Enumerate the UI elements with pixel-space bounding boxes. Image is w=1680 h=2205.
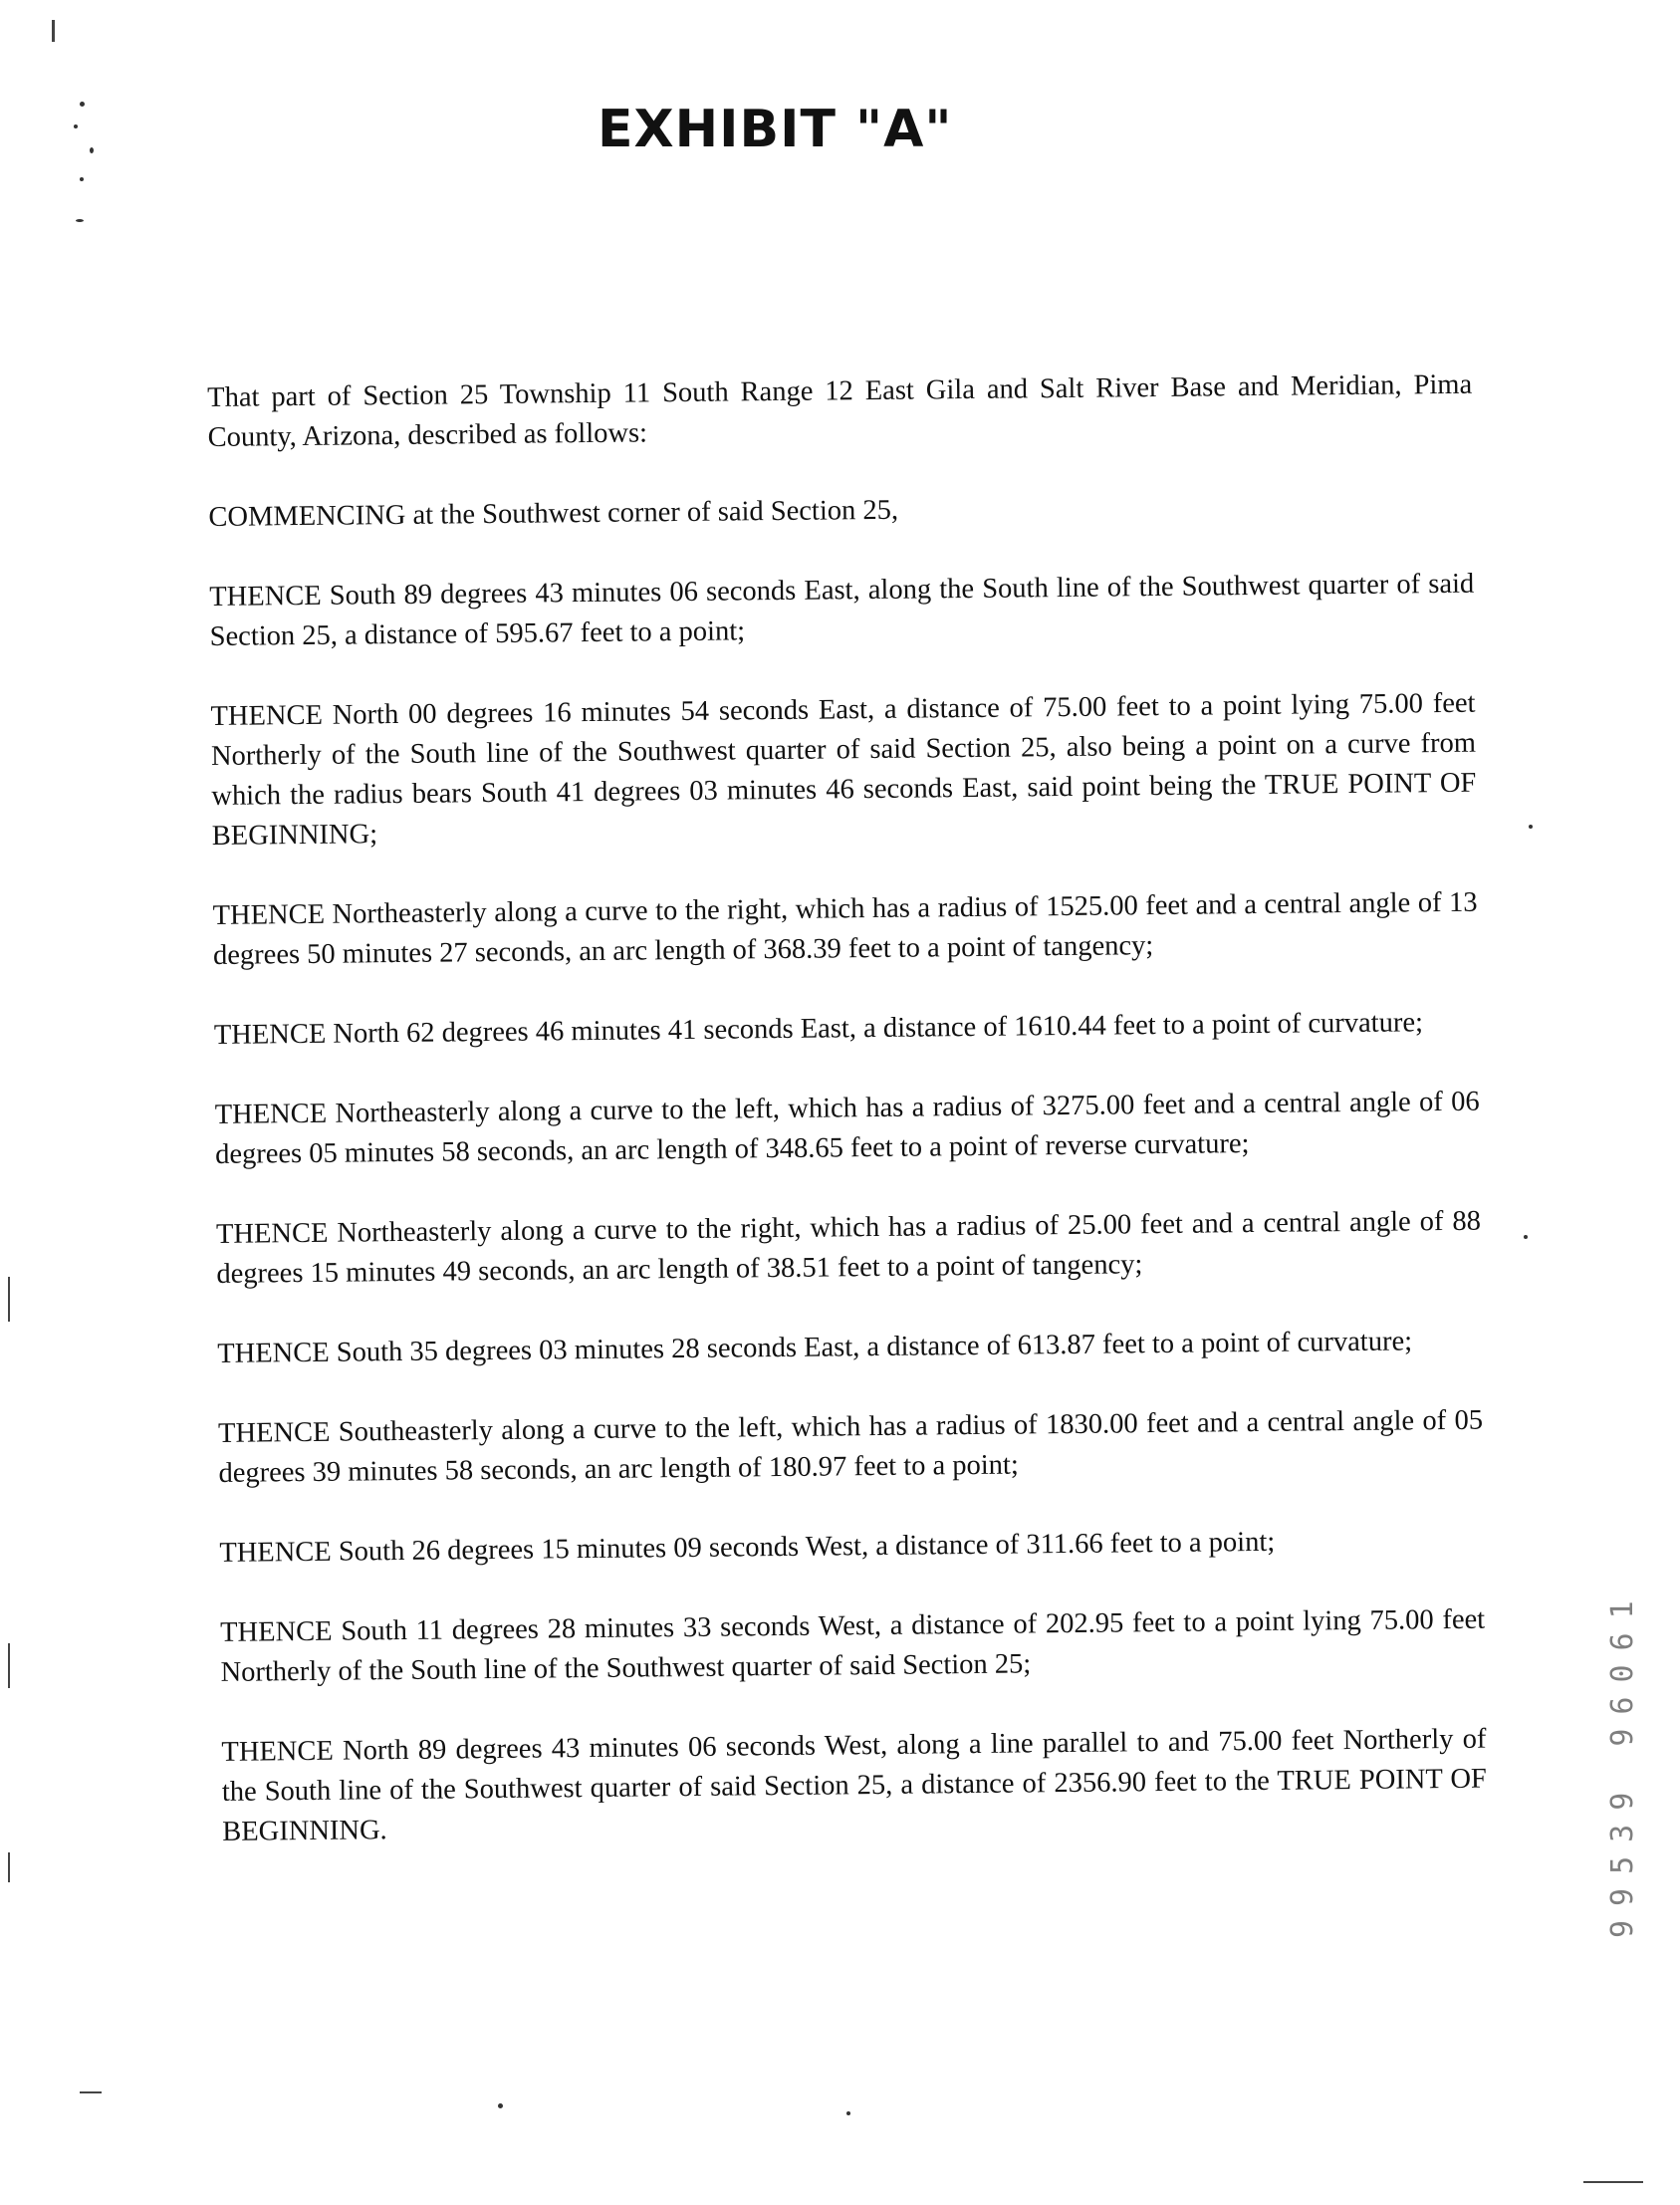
paragraph-course-2: THENCE North 00 degrees 16 minutes 54 seconds East, a distance of 75.00 feet to a point lying 75.00 feet Northerly of the South line of the Southwest quarter of said Section 25, also being a point on a curve from which the radius bears South 41 degrees 03 minutes 46 seconds East, said point being the TRUE POINT OF BEGINNING; <box>210 687 1477 852</box>
scan-mark <box>1583 2181 1643 2183</box>
legal-description <box>207 366 1488 1892</box>
paragraph-course-10: THENCE South 11 degrees 28 minutes 33 seconds West, a distance of 202.95 feet to a point lying 75.00 feet Northerly of the South line of the Southwest quarter of said Section 25; <box>220 1603 1486 1688</box>
recording-stamp: 99539 96061 <box>1605 1587 1640 1939</box>
paragraph-course-3: THENCE Northeasterly along a curve to the right, which has a radius of 1525.00 feet and a central angle of 13 degrees 50 minutes 27 seconds, an arc length of 368.39 feet to a point of tangency; <box>212 886 1478 971</box>
scan-speck <box>80 177 84 181</box>
scan-speck <box>1529 825 1533 829</box>
scan-speck <box>498 2103 503 2108</box>
paragraph-course-8: THENCE Southeasterly along a curve to the left, which has a radius of 1830.00 feet and a central angle of 05 degrees 39 minutes 58 seconds, an arc length of 180.97 feet to a point; <box>217 1404 1484 1489</box>
scan-mark <box>80 2091 102 2093</box>
paragraph-commencing: COMMENCING at the Southwest corner of said Section 25, <box>208 494 899 533</box>
paragraph-course-7: THENCE South 35 degrees 03 minutes 28 seconds East, a distance of 613.87 feet to a point of curvature; <box>217 1326 1413 1369</box>
exhibit-title: EXHIBIT "A" <box>598 100 953 159</box>
scan-speck <box>76 219 84 222</box>
paragraph-course-1: THENCE South 89 degrees 43 minutes 06 seconds East, along the South line of the Southwest quarter of said Section 25, a distance of 595.67 feet to a point; <box>209 568 1475 652</box>
paragraph-intro: That part of Section 25 Township 11 South Range 12 East Gila and Salt River Base and Meridian, Pima County, Arizona, described as follows: <box>207 368 1473 453</box>
scan-mark <box>8 1277 10 1322</box>
paragraph-course-11: THENCE North 89 degrees 43 minutes 06 seconds West, along a line parallel to and 75.00 feet Northerly of the South line of the Southwest quarter of said Section 25, a distance of 2356.90 feet to the TRUE POINT OF BEGINNING. <box>221 1723 1487 1847</box>
scan-mark <box>52 20 55 42</box>
scan-speck <box>846 2111 850 2115</box>
paragraph-course-4: THENCE North 62 degrees 46 minutes 41 seconds East, a distance of 1610.44 feet to a point of curvature; <box>213 1007 1424 1051</box>
scan-mark <box>8 1643 10 1688</box>
paragraph-course-9: THENCE South 26 degrees 15 minutes 09 seconds West, a distance of 311.66 feet to a point; <box>219 1526 1276 1569</box>
paragraph-course-6: THENCE Northeasterly along a curve to the right, which has a radius of 25.00 feet and a central angle of 88 degrees 15 minutes 49 seconds, an arc length of 38.51 feet to a point of tangency; <box>215 1205 1482 1290</box>
paragraph-course-5: THENCE Northeasterly along a curve to the left, which has a radius of 3275.00 feet and a central angle of 06 degrees 05 minutes 58 seconds, an arc length of 348.65 feet to a point of reverse curvature; <box>214 1086 1480 1170</box>
scan-speck <box>1524 1235 1528 1239</box>
scan-speck <box>80 102 85 107</box>
scan-mark <box>8 1852 10 1882</box>
scan-speck <box>74 124 78 128</box>
scan-speck <box>90 147 94 153</box>
